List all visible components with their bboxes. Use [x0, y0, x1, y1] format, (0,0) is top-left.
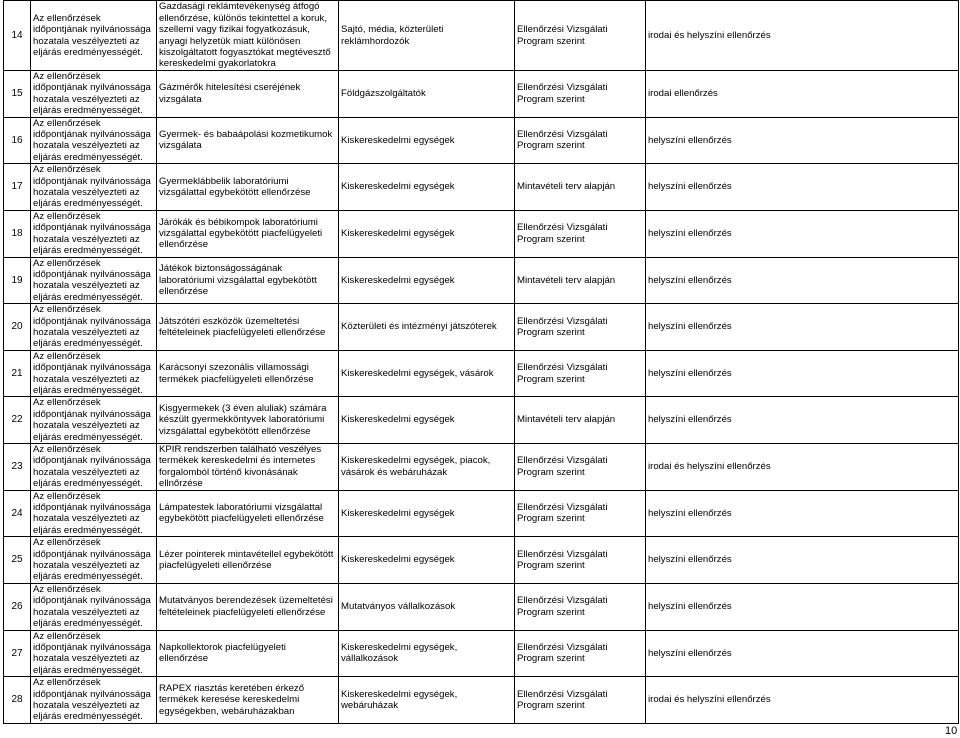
row-number: 18 — [4, 210, 31, 257]
inspection-subject-cell: Gyermek- és babaápolási kozmetikumok vizsgálata — [157, 117, 339, 164]
inspected-entities-cell: Sajtó, média, közterületi reklámhordozók — [339, 1, 515, 71]
inspection-method-cell: helyszíni ellenőrzés — [646, 397, 959, 444]
confidentiality-reason-cell: Az ellenőrzések időpontjának nyilvánossága hozatala veszélyezteti az eljárás eredményességét. — [31, 164, 157, 211]
table-row — [4, 71, 959, 118]
inspection-method-cell: irodai ellenőrzés — [646, 71, 959, 118]
inspection-subject-cell: Gazdasági reklámtevékenység átfogó ellenőrzése, különös tekintettel a koruk, szellemi vagy fizikai fogyatkozásuk, anyagi helyzetük miatt különösen kiszolgáltatott fogyasztókat megtévesztő kereskedelmi gyakorlatokra — [157, 1, 339, 71]
inspection-basis-cell: Mintavételi terv alapján — [515, 257, 646, 304]
inspection-plan-table — [3, 0, 959, 724]
row-number: 20 — [4, 304, 31, 351]
confidentiality-reason-cell: Az ellenőrzések időpontjának nyilvánossága hozatala veszélyezteti az eljárás eredményességét. — [31, 210, 157, 257]
confidentiality-reason-cell: Az ellenőrzések időpontjának nyilvánossága hozatala veszélyezteti az eljárás eredményességét. — [31, 537, 157, 584]
inspected-entities-cell: Földgázszolgáltatók — [339, 71, 515, 118]
row-number: 26 — [4, 583, 31, 630]
row-number: 21 — [4, 350, 31, 397]
table-row — [4, 304, 959, 351]
row-number: 24 — [4, 490, 31, 537]
inspection-method-cell: helyszíni ellenőrzés — [646, 117, 959, 164]
table-row — [4, 583, 959, 630]
inspection-basis-cell: Ellenőrzési Vizsgálati Program szerint — [515, 117, 646, 164]
inspection-subject-cell: Kisgyermekek (3 éven aluliak) számára készült gyermekköntyvek laboratóriumi vizsgálattal egybekötött ellenőrzése — [157, 397, 339, 444]
inspection-method-cell: helyszíni ellenőrzés — [646, 583, 959, 630]
table-row — [4, 630, 959, 677]
row-number: 16 — [4, 117, 31, 164]
row-number: 28 — [4, 677, 31, 724]
inspection-subject-cell: Napkollektorok piacfelügyeleti ellenőrzése — [157, 630, 339, 677]
table-row — [4, 257, 959, 304]
row-number: 22 — [4, 397, 31, 444]
table-row — [4, 117, 959, 164]
inspected-entities-cell: Kiskereskedelmi egységek, vállalkozások — [339, 630, 515, 677]
inspection-method-cell: helyszíni ellenőrzés — [646, 164, 959, 211]
table-row — [4, 350, 959, 397]
inspection-method-cell: irodai és helyszíni ellenőrzés — [646, 677, 959, 724]
inspection-subject-cell: Mutatványos berendezések üzemeltetési feltételeinek piacfelügyeleti ellenőrzése — [157, 583, 339, 630]
inspection-subject-cell: RAPEX riasztás keretében érkező termékek keresése kereskedelmi egységekben, webáruházakban — [157, 677, 339, 724]
inspected-entities-cell: Kiskereskedelmi egységek, piacok, vásárok és webáruházak — [339, 444, 515, 491]
page-number: 10 — [945, 725, 958, 737]
inspection-basis-cell: Mintavételi terv alapján — [515, 164, 646, 211]
inspection-basis-cell: Ellenőrzési Vizsgálati Program szerint — [515, 630, 646, 677]
row-number: 23 — [4, 444, 31, 491]
confidentiality-reason-cell: Az ellenőrzések időpontjának nyilvánossága hozatala veszélyezteti az eljárás eredményességét. — [31, 1, 157, 71]
inspection-subject-cell: Karácsonyi szezonális villamossági termékek piacfelügyeleti ellenőrzése — [157, 350, 339, 397]
inspection-subject-cell: KPIR rendszerben található veszélyes termékek kereskedelmi és internetes forgalomból történő kivonásának ellnőrzése — [157, 444, 339, 491]
inspection-subject-cell: Lámpatestek laboratóriumi vizsgálattal egybekötött piacfelügyeleti ellenőrzése — [157, 490, 339, 537]
table-row — [4, 210, 959, 257]
inspected-entities-cell: Kiskereskedelmi egységek, webáruházak — [339, 677, 515, 724]
inspection-plan-body — [4, 1, 959, 724]
inspection-method-cell: irodai és helyszíni ellenőrzés — [646, 1, 959, 71]
inspection-basis-cell: Ellenőrzési Vizsgálati Program szerint — [515, 304, 646, 351]
table-row — [4, 444, 959, 491]
table-row — [4, 1, 959, 71]
inspected-entities-cell: Kiskereskedelmi egységek, vásárok — [339, 350, 515, 397]
inspection-basis-cell: Ellenőrzési Vizsgálati Program szerint — [515, 71, 646, 118]
confidentiality-reason-cell: Az ellenőrzések időpontjának nyilvánossága hozatala veszélyezteti az eljárás eredményességét. — [31, 304, 157, 351]
confidentiality-reason-cell: Az ellenőrzések időpontjának nyilvánossága hozatala veszélyezteti az eljárás eredményességét. — [31, 350, 157, 397]
row-number: 27 — [4, 630, 31, 677]
inspection-method-cell: helyszíni ellenőrzés — [646, 537, 959, 584]
inspected-entities-cell: Kiskereskedelmi egységek — [339, 397, 515, 444]
inspected-entities-cell: Kiskereskedelmi egységek — [339, 537, 515, 584]
confidentiality-reason-cell: Az ellenőrzések időpontjának nyilvánossága hozatala veszélyezteti az eljárás eredményességét. — [31, 677, 157, 724]
inspection-basis-cell: Ellenőrzési Vizsgálati Program szerint — [515, 537, 646, 584]
row-number: 19 — [4, 257, 31, 304]
inspected-entities-cell: Kiskereskedelmi egységek — [339, 257, 515, 304]
table-row — [4, 537, 959, 584]
row-number: 15 — [4, 71, 31, 118]
confidentiality-reason-cell: Az ellenőrzések időpontjának nyilvánossága hozatala veszélyezteti az eljárás eredményességét. — [31, 397, 157, 444]
inspected-entities-cell: Kiskereskedelmi egységek — [339, 164, 515, 211]
confidentiality-reason-cell: Az ellenőrzések időpontjának nyilvánossága hozatala veszélyezteti az eljárás eredményességét. — [31, 444, 157, 491]
inspection-method-cell: helyszíni ellenőrzés — [646, 257, 959, 304]
inspection-basis-cell: Ellenőrzési Vizsgálati Program szerint — [515, 350, 646, 397]
inspection-basis-cell: Ellenőrzési Vizsgálati Program szerint — [515, 583, 646, 630]
table-row — [4, 164, 959, 211]
inspection-basis-cell: Ellenőrzési Vizsgálati Program szerint — [515, 210, 646, 257]
inspected-entities-cell: Mutatványos vállalkozások — [339, 583, 515, 630]
row-number: 14 — [4, 1, 31, 71]
inspection-subject-cell: Játékok biztonságosságának laboratóriumi vizsgálattal egybekötött ellenőrzése — [157, 257, 339, 304]
row-number: 17 — [4, 164, 31, 211]
inspection-basis-cell: Ellenőrzési Vizsgálati Program szerint — [515, 490, 646, 537]
confidentiality-reason-cell: Az ellenőrzések időpontjának nyilvánossága hozatala veszélyezteti az eljárás eredményességét. — [31, 630, 157, 677]
table-row — [4, 397, 959, 444]
inspection-method-cell: irodai és helyszíni ellenőrzés — [646, 444, 959, 491]
inspection-method-cell: helyszíni ellenőrzés — [646, 304, 959, 351]
inspection-basis-cell: Ellenőrzési Vizsgálati Program szerint — [515, 444, 646, 491]
inspected-entities-cell: Kiskereskedelmi egységek — [339, 490, 515, 537]
confidentiality-reason-cell: Az ellenőrzések időpontjának nyilvánossága hozatala veszélyezteti az eljárás eredményességét. — [31, 583, 157, 630]
confidentiality-reason-cell: Az ellenőrzések időpontjának nyilvánossága hozatala veszélyezteti az eljárás eredményességét. — [31, 117, 157, 164]
inspection-basis-cell: Mintavételi terv alapján — [515, 397, 646, 444]
inspection-subject-cell: Gyermeklábbelik laboratóriumi vizsgálattal egybekötött ellenőrzése — [157, 164, 339, 211]
table-row — [4, 490, 959, 537]
inspected-entities-cell: Kiskereskedelmi egységek — [339, 210, 515, 257]
row-number: 25 — [4, 537, 31, 584]
inspection-subject-cell: Gázmérők hitelesítési cseréjének vizsgálata — [157, 71, 339, 118]
inspection-method-cell: helyszíni ellenőrzés — [646, 490, 959, 537]
inspection-method-cell: helyszíni ellenőrzés — [646, 630, 959, 677]
inspected-entities-cell: Kiskereskedelmi egységek — [339, 117, 515, 164]
table-row — [4, 677, 959, 724]
inspection-subject-cell: Járókák és bébikompok laboratóriumi vizsgálattal egybekötött piacfelügyeleti ellenőrzése — [157, 210, 339, 257]
confidentiality-reason-cell: Az ellenőrzések időpontjának nyilvánossága hozatala veszélyezteti az eljárás eredményességét. — [31, 71, 157, 118]
inspection-basis-cell: Ellenőrzési Vizsgálati Program szerint — [515, 1, 646, 71]
inspected-entities-cell: Közterületi és intézményi játszóterek — [339, 304, 515, 351]
inspection-basis-cell: Ellenőrzési Vizsgálati Program szerint — [515, 677, 646, 724]
inspection-subject-cell: Játszótéri eszközök üzemeltetési feltételeinek piacfelügyeleti ellenőrzése — [157, 304, 339, 351]
confidentiality-reason-cell: Az ellenőrzések időpontjának nyilvánossága hozatala veszélyezteti az eljárás eredményességét. — [31, 490, 157, 537]
inspection-method-cell: helyszíni ellenőrzés — [646, 350, 959, 397]
inspection-subject-cell: Lézer pointerek mintavétellel egybekötött piacfelügyeleti ellenőrzése — [157, 537, 339, 584]
confidentiality-reason-cell: Az ellenőrzések időpontjának nyilvánossága hozatala veszélyezteti az eljárás eredményességét. — [31, 257, 157, 304]
inspection-method-cell: helyszíni ellenőrzés — [646, 210, 959, 257]
